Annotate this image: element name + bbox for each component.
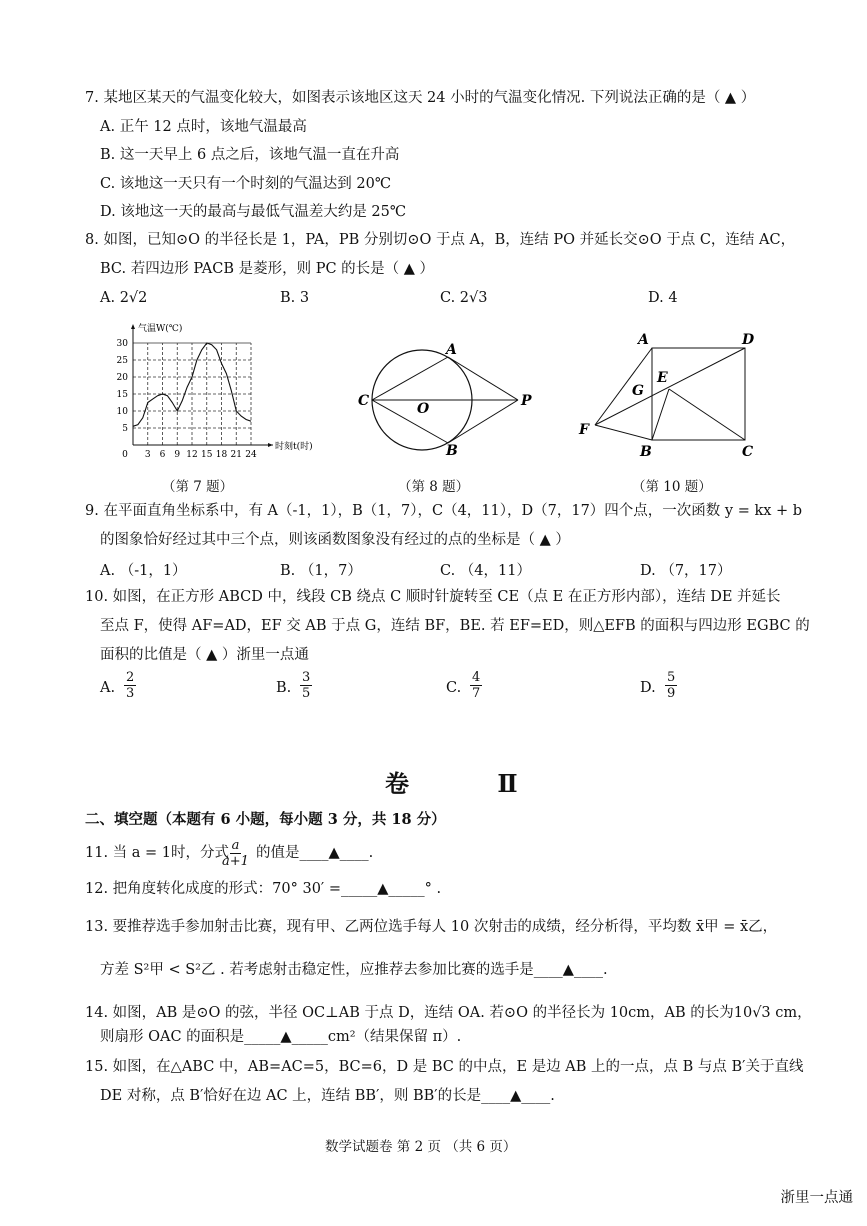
segment-ce bbox=[669, 389, 745, 440]
section-heading: 二、填空题（本题有 6 小题，每小题 3 分，共 18 分） bbox=[85, 811, 446, 828]
segment-fb bbox=[595, 425, 652, 440]
q7-option-c: C. 该地这一天只有一个时刻的气温达到 20℃ bbox=[100, 176, 392, 192]
q14-stem-2: 则扇形 OAC 的面积是_____▲_____cm²（结果保留 π）. bbox=[100, 1029, 462, 1045]
denominator: a+1 bbox=[222, 854, 249, 869]
y-axis-label: 气温W(℃) bbox=[138, 324, 183, 334]
q10-stem-2: 至点 F，使得 AF=AD，EF 交 AB 于点 G，连结 BF，BE. 若 EF=ED，则△EFB 的面积与四边形 EGBC 的 bbox=[100, 618, 810, 634]
q11-post: 的值是____▲____. bbox=[256, 845, 374, 861]
q8-stem-2: BC. 若四边形 PACB 是菱形，则 PC 的长是（ ▲ ） bbox=[100, 261, 435, 277]
label-f: F bbox=[579, 422, 589, 438]
y-tick-label: 10 bbox=[116, 407, 128, 417]
numerator: 4 bbox=[472, 670, 481, 685]
numerator: a bbox=[231, 838, 240, 853]
label-a: A bbox=[638, 332, 649, 348]
segment-cb bbox=[372, 400, 448, 443]
figure8-circle-diagram bbox=[350, 330, 540, 460]
q10-option-b-fraction bbox=[300, 670, 312, 701]
q13-stem-1: 13. 要推荐选手参加射击比赛，现有甲、乙两位选手每人 10 次射击的成绩，经分析得，平均数 x̄甲 = x̄乙， bbox=[85, 919, 778, 935]
label-e: E bbox=[657, 370, 668, 386]
q10-option-d-label: D. bbox=[640, 680, 656, 696]
figure7-caption: （第 7 题） bbox=[162, 479, 234, 495]
label-b: B bbox=[640, 444, 652, 460]
q7-stem: 7. 某地区某天的气温变化较大，如图表示该地区这天 24 小时的气温变化情况. 下列说法正确的是（ ▲ ） bbox=[85, 90, 756, 106]
denominator: 7 bbox=[472, 686, 481, 701]
label-d: D bbox=[742, 332, 755, 348]
q9-option-c: C. （4，11） bbox=[440, 563, 531, 579]
q10-option-c-fraction bbox=[470, 670, 482, 701]
watermark: 浙里一点通 bbox=[780, 1190, 853, 1206]
denominator: 3 bbox=[126, 686, 135, 701]
numerator: 5 bbox=[667, 670, 676, 685]
y-tick-label: 20 bbox=[116, 373, 128, 383]
q10-option-a-fraction bbox=[124, 670, 136, 701]
q12-stem: 12. 把角度转化成度的形式：70° 30′ =_____▲_____° . bbox=[85, 881, 442, 897]
label-o: O bbox=[417, 401, 430, 417]
y-tick-label: 30 bbox=[116, 339, 128, 349]
volume-title: 卷 Ⅱ bbox=[385, 769, 558, 798]
q9-option-d: D. （7，17） bbox=[640, 563, 732, 579]
x-tick-label: 9 bbox=[174, 450, 181, 460]
numerator: 3 bbox=[302, 670, 311, 685]
y-tick-label: 15 bbox=[116, 390, 128, 400]
x-tick-label: 15 bbox=[201, 450, 213, 460]
label-a: A bbox=[446, 342, 457, 358]
q10-option-c-label: C. bbox=[446, 680, 462, 696]
q7-option-d: D. 该地这一天的最高与最低气温差大约是 25℃ bbox=[100, 204, 407, 220]
y-tick-label: 25 bbox=[116, 356, 128, 366]
label-g: G bbox=[632, 383, 644, 399]
y-tick-label: 5 bbox=[122, 424, 128, 434]
numerator: 2 bbox=[126, 670, 135, 685]
x-tick-label: 3 bbox=[144, 450, 151, 460]
q9-option-a: A. （-1，1） bbox=[100, 563, 187, 579]
origin-label: 0 bbox=[122, 450, 128, 460]
q10-option-b-label: B. bbox=[276, 680, 292, 696]
label-c: C bbox=[742, 444, 754, 460]
label-c: C bbox=[358, 393, 370, 409]
y-axis-arrow-icon bbox=[131, 324, 135, 329]
q10-stem-1: 10. 如图，在正方形 ABCD 中，线段 CB 绕点 C 顺时针旋转至 CE（点 E 在正方形内部），连结 DE 并延长 bbox=[85, 589, 781, 605]
q11-fraction bbox=[222, 838, 249, 869]
segment-be bbox=[652, 389, 669, 440]
q9-option-b: B. （1，7） bbox=[280, 563, 362, 579]
q9-stem-2: 的图象恰好经过其中三个点，则该函数图象没有经过的点的坐标是（ ▲ ） bbox=[100, 532, 570, 548]
q8-stem-1: 8. 如图，已知⊙O 的半径长是 1，PA，PB 分别切⊙O 于点 A，B，连结 PO 并延长交⊙O 于点 C，连结 AC， bbox=[85, 232, 796, 248]
x-tick-label: 12 bbox=[186, 450, 198, 460]
q14-stem-1: 14. 如图，AB 是⊙O 的弦，半径 OC⊥AB 于点 D，连结 OA. 若⊙O 的半径长为 10cm，AB 的长为10√3 cm， bbox=[85, 1005, 812, 1021]
x-tick-label: 6 bbox=[159, 450, 166, 460]
page-footer: 数学试题卷 第 2 页 （共 6 页） bbox=[325, 1139, 517, 1155]
denominator: 5 bbox=[302, 686, 311, 701]
q8-option-c: C. 2√3 bbox=[440, 290, 488, 306]
q7-option-b: B. 这一天早上 6 点之后，该地气温一直在升高 bbox=[100, 147, 400, 163]
q13-stem-2: 方差 S²甲 < S²乙 . 若考虑射击稳定性，应推荐去参加比赛的选手是____▲____. bbox=[100, 962, 608, 978]
q10-option-d-fraction bbox=[665, 670, 677, 701]
x-axis-arrow-icon bbox=[268, 443, 273, 447]
q7-option-a: A. 正午 12 点时，该地气温最高 bbox=[100, 119, 307, 135]
temperature-chart bbox=[100, 318, 340, 468]
figure10-caption: （第 10 题） bbox=[632, 479, 712, 495]
x-tick-label: 21 bbox=[230, 450, 242, 460]
square-abcd bbox=[652, 348, 745, 440]
segment-pa bbox=[448, 357, 518, 400]
figure10-square-diagram bbox=[570, 328, 770, 463]
q15-stem-1: 15. 如图，在△ABC 中，AB=AC=5，BC=6，D 是 BC 的中点，E 是边 AB 上的一点，点 B 与点 B′关于直线 bbox=[85, 1059, 804, 1075]
segment-df bbox=[595, 348, 745, 425]
q8-option-a: A. 2√2 bbox=[100, 290, 148, 306]
q8-option-b: B. 3 bbox=[280, 290, 310, 306]
segment-ca bbox=[372, 357, 448, 400]
label-b: B bbox=[446, 443, 458, 459]
figure8-caption: （第 8 题） bbox=[398, 479, 470, 495]
x-tick-label: 18 bbox=[215, 450, 228, 460]
q10-option-a-label: A. bbox=[100, 680, 116, 696]
segment-pb bbox=[448, 400, 518, 443]
x-axis-label: 时刻t(时) bbox=[275, 442, 313, 452]
q10-stem-3: 面积的比值是（ ▲ ）浙里一点通 bbox=[100, 647, 309, 663]
x-tick-label: 24 bbox=[245, 450, 257, 460]
q9-stem-1: 9. 在平面直角坐标系中，有 A（-1，1），B（1，7），C（4，11），D（7，17）四个点，一次函数 y = kx + b bbox=[85, 503, 803, 519]
denominator: 9 bbox=[667, 686, 676, 701]
q8-option-d: D. 4 bbox=[648, 290, 678, 306]
label-p: P bbox=[521, 393, 532, 409]
q11-pre: 11. 当 a = 1时，分式 bbox=[85, 845, 230, 861]
q15-stem-2: DE 对称，点 B′恰好在边 AC 上，连结 BB′，则 BB′的长是____▲____. bbox=[100, 1088, 555, 1104]
